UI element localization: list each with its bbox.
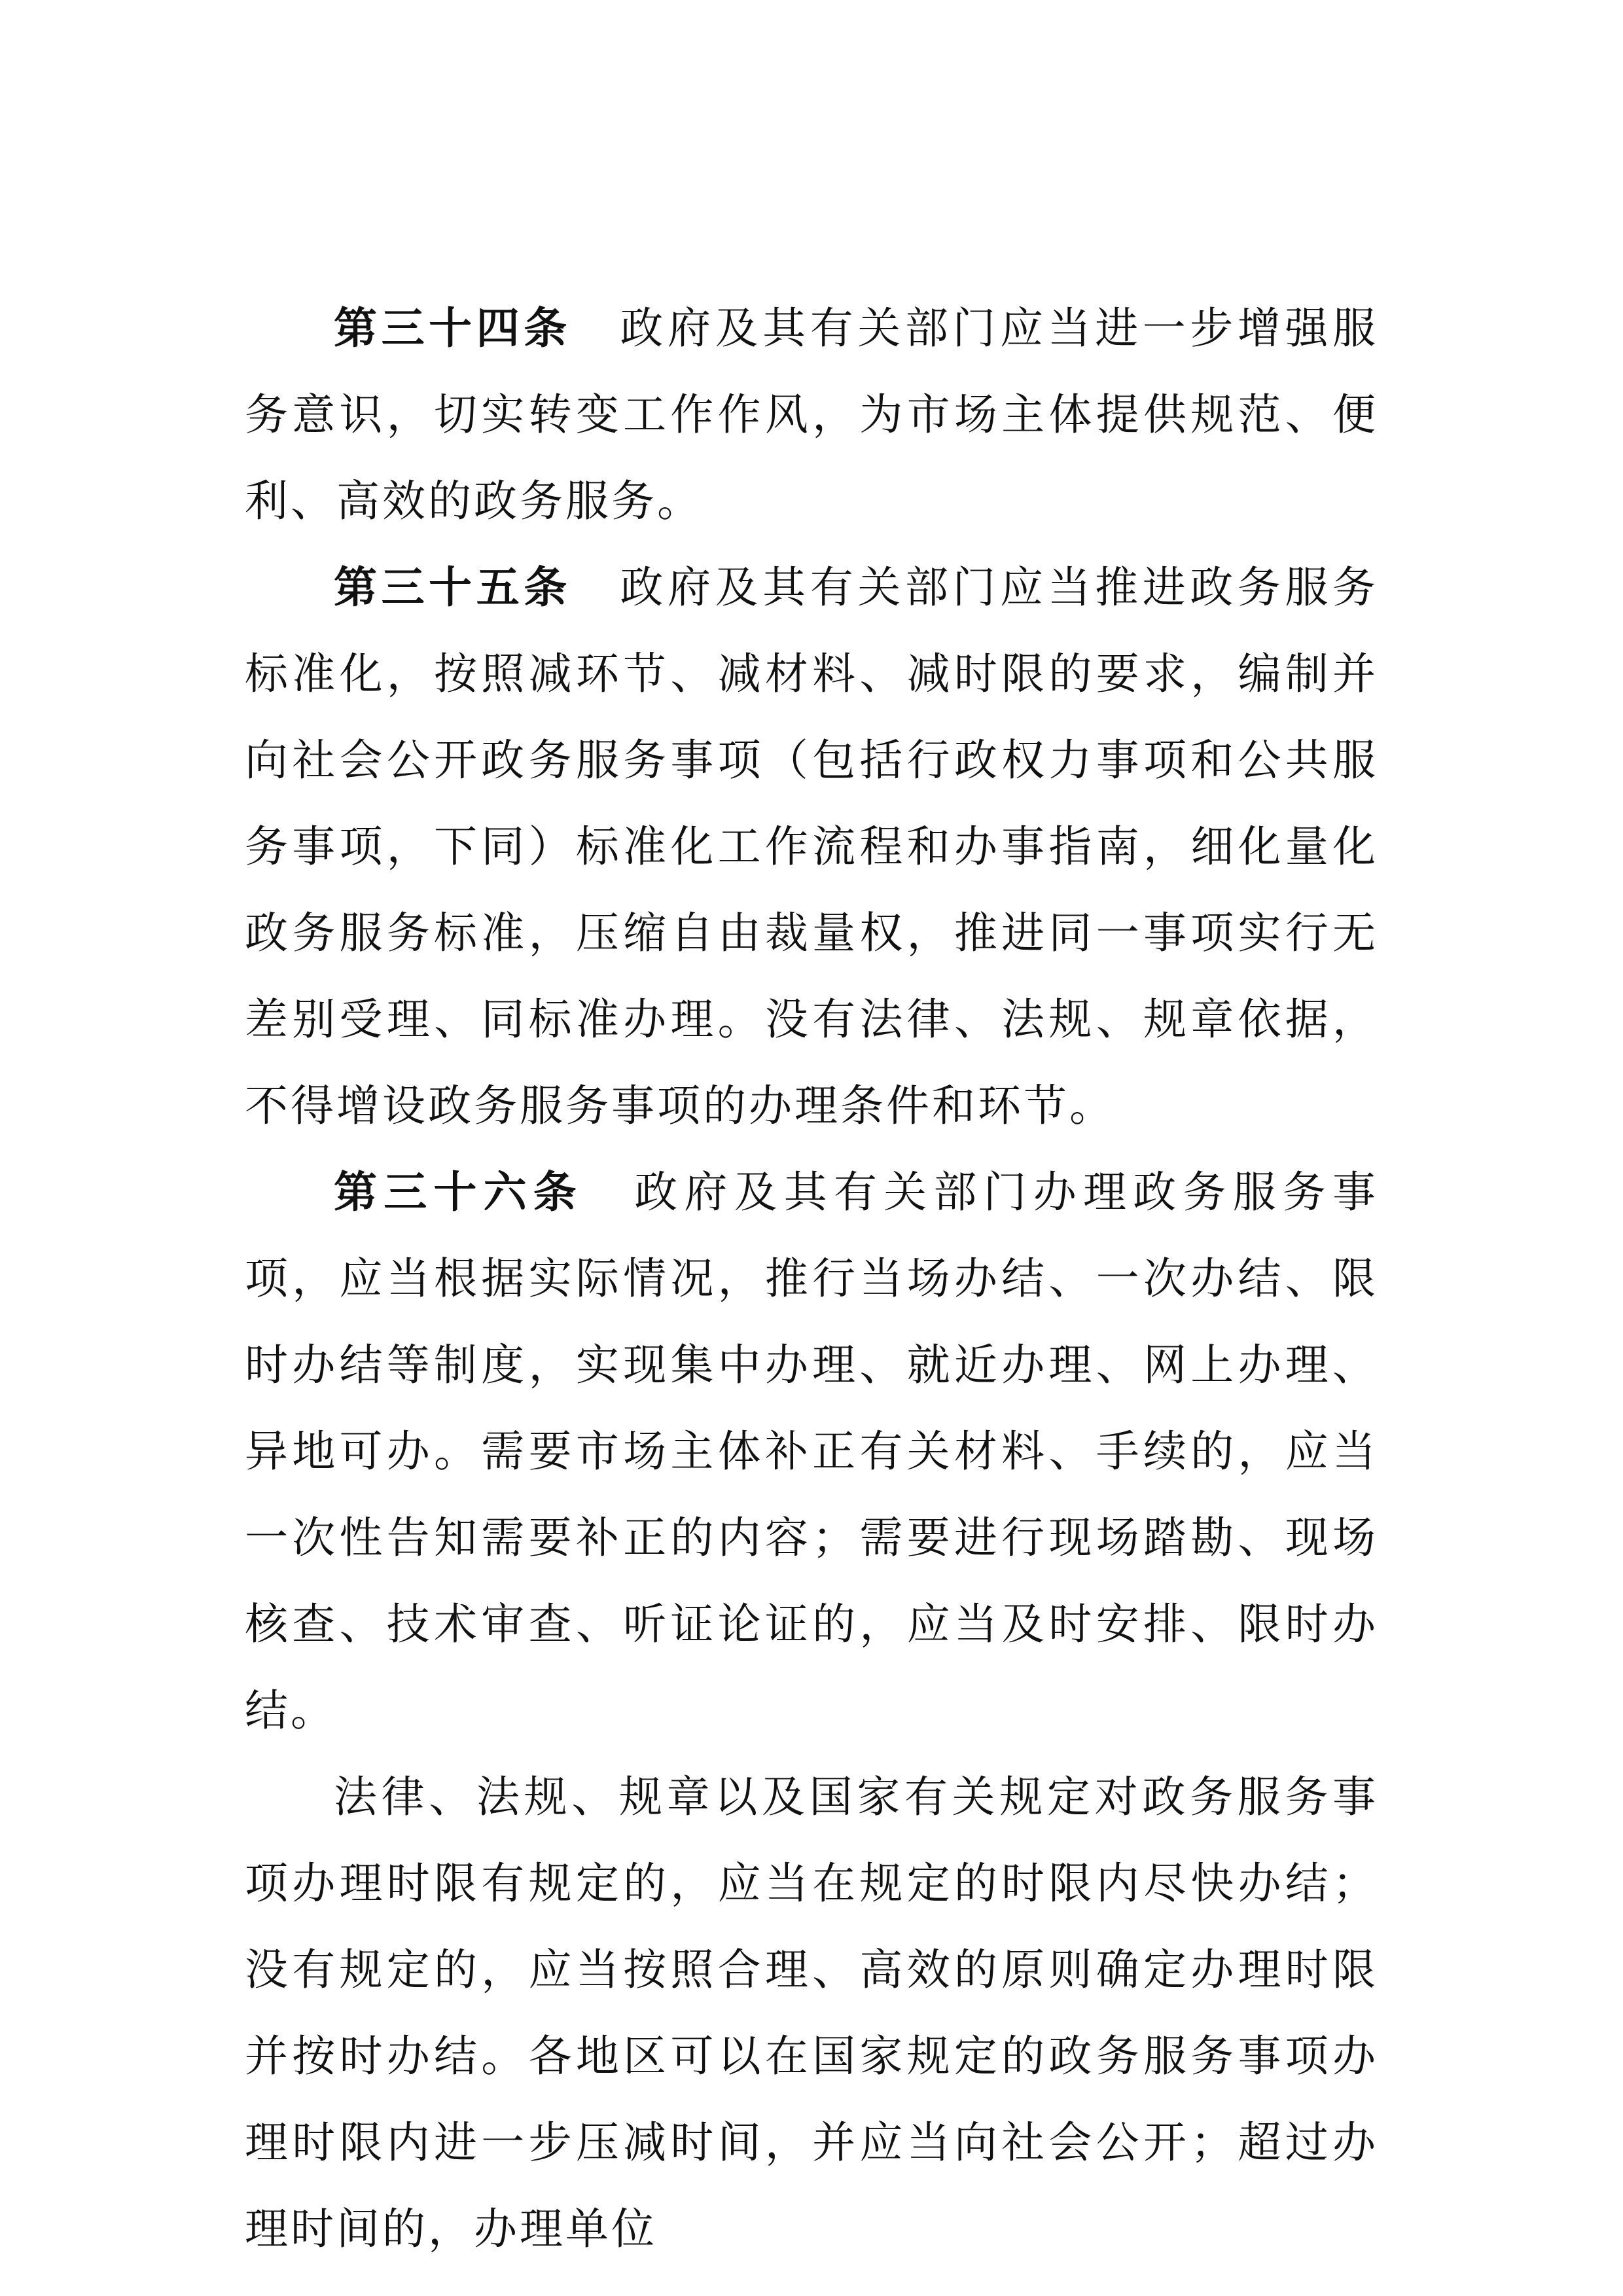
article-text: 政府及其有关部门办理政务服务事项，应当根据实际情况，推行当场办结、一次办结、限时办结等制度，实现集中办理、就近办理、网上办理、异地可办。需要市场主体补正有关材料、手续的，应当一次性告知需要补正的内容；需要进行现场踏勘、现场核查、技术审查、听证论证的，应当及时安排、限时办结。 [245, 1167, 1378, 1736]
article-36-continued [245, 1754, 1378, 2272]
article-heading: 第三十五条 [334, 562, 571, 613]
article-34 [245, 285, 1378, 545]
article-text: 政府及其有关部门应当进一步增强服务意识，切实转变工作作风，为市场主体提供规范、便利、高效的政务服务。 [245, 303, 1379, 526]
document-body [245, 285, 1378, 2272]
article-heading: 第三十六条 [334, 1167, 583, 1217]
article-35 [245, 545, 1378, 1149]
article-36 [245, 1149, 1378, 1754]
article-heading: 第三十四条 [334, 303, 571, 353]
article-text: 法律、法规、规章以及国家有关规定对政务服务事项办理时限有规定的，应当在规定的时限内尽快办结；没有规定的，应当按照合理、高效的原则确定办理时限并按时办结。各地区可以在国家规定的政务服务事项办理时限内进一步压减时间，并应当向社会公开；超过办理时间的，办理单位 [245, 1772, 1378, 2254]
article-text: 政府及其有关部门应当推进政务服务标准化，按照减环节、减材料、减时限的要求，编制并向社会公开政务服务事项（包括行政权力事项和公共服务事项，下同）标准化工作流程和办事指南，细化量化政务服务标准，压缩自由裁量权，推进同一事项实行无差别受理、同标准办理。没有法律、法规、规章依据，不得增设政务服务事项的办理条件和环节。 [245, 562, 1379, 1131]
